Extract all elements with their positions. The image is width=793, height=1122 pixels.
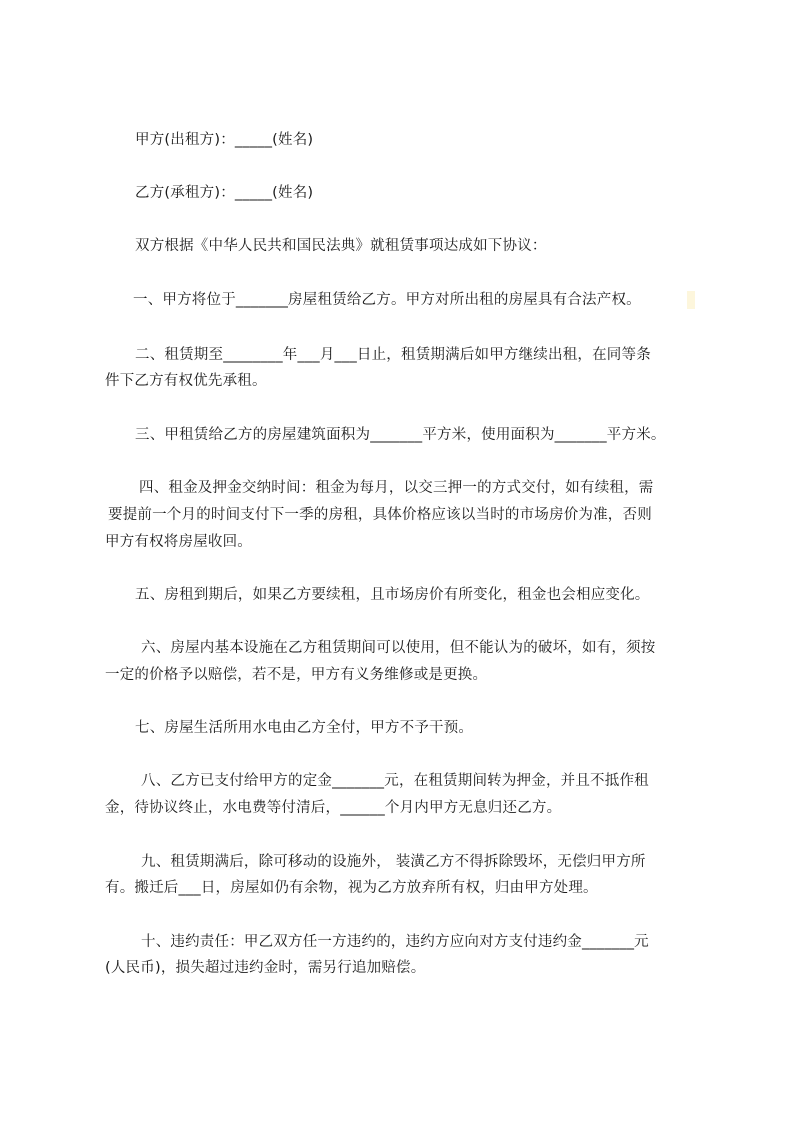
clause-10-line-2: (人民币)，损失超过违约金时，需另行追加赔偿。	[105, 960, 426, 976]
clause-5-line-1: 五、房租到期后，如果乙方要续租，且市场房价有所变化，租金也会相应变化。	[135, 587, 650, 603]
party-a-line: 甲方(出租方)：_____(姓名)	[135, 132, 314, 148]
clause-8-line-1: 八、乙方已支付给甲方的定金_______元，在租赁期间转为押金，并且不抵作租	[141, 773, 649, 789]
clause-4-line-3: 甲方有权将房屋收回。	[105, 534, 252, 550]
clause-4-line-1: 四、租金及押金交纳时间：租金为每月，以交三押一的方式交付，如有续租，需	[139, 480, 654, 496]
clause-7-line-1: 七、房屋生活所用水电由乙方全付，甲方不予干预。	[135, 720, 474, 736]
highlight-mark	[687, 291, 695, 309]
clause-1-line-1: 一、甲方将位于_______房屋租赁给乙方。甲方对所出租的房屋具有合法产权。	[133, 292, 641, 308]
clause-6-line-1: 六、房屋内基本设施在乙方租赁期间可以使用，但不能认为的破坏，如有，须按	[141, 640, 656, 656]
clause-2-line-1: 二、租赁期至________年___月___日止，租赁期满后如甲方继续出租，在同等条	[135, 347, 651, 363]
clause-3-line-1: 三、甲租赁给乙方的房屋建筑面积为_______平方米，使用面积为_______平方米。	[135, 427, 666, 443]
clause-8-line-2: 金，待协议终止，水电费等付清后，______个月内甲方无息归还乙方。	[105, 800, 562, 816]
intro-line: 双方根据《中华人民共和国民法典》就租赁事项达成如下协议：	[135, 238, 547, 254]
clause-2-line-2: 件下乙方有权优先承租。	[105, 373, 267, 389]
clause-6-line-2: 一定的价格予以赔偿，若不是，甲方有义务维修或是更换。	[105, 667, 488, 683]
party-b-line: 乙方(承租方)：_____(姓名)	[135, 185, 314, 201]
clause-4-line-2: 要提前一个月的时间支付下一季的房租，具体价格应该以当时的市场房价为准，否则	[108, 507, 652, 523]
clause-10-line-1: 十、违约责任：甲乙双方任一方违约的，违约方应向对方支付违约金_______元	[141, 934, 649, 950]
clause-9-line-2: 有。搬迁后___日，房屋如仍有余物，视为乙方放弃所有权，归由甲方处理。	[105, 880, 598, 896]
clause-9-line-1: 九、租赁期满后，除可移动的设施外， 装潢乙方不得拆除毁坏，无偿归甲方所	[141, 854, 646, 870]
